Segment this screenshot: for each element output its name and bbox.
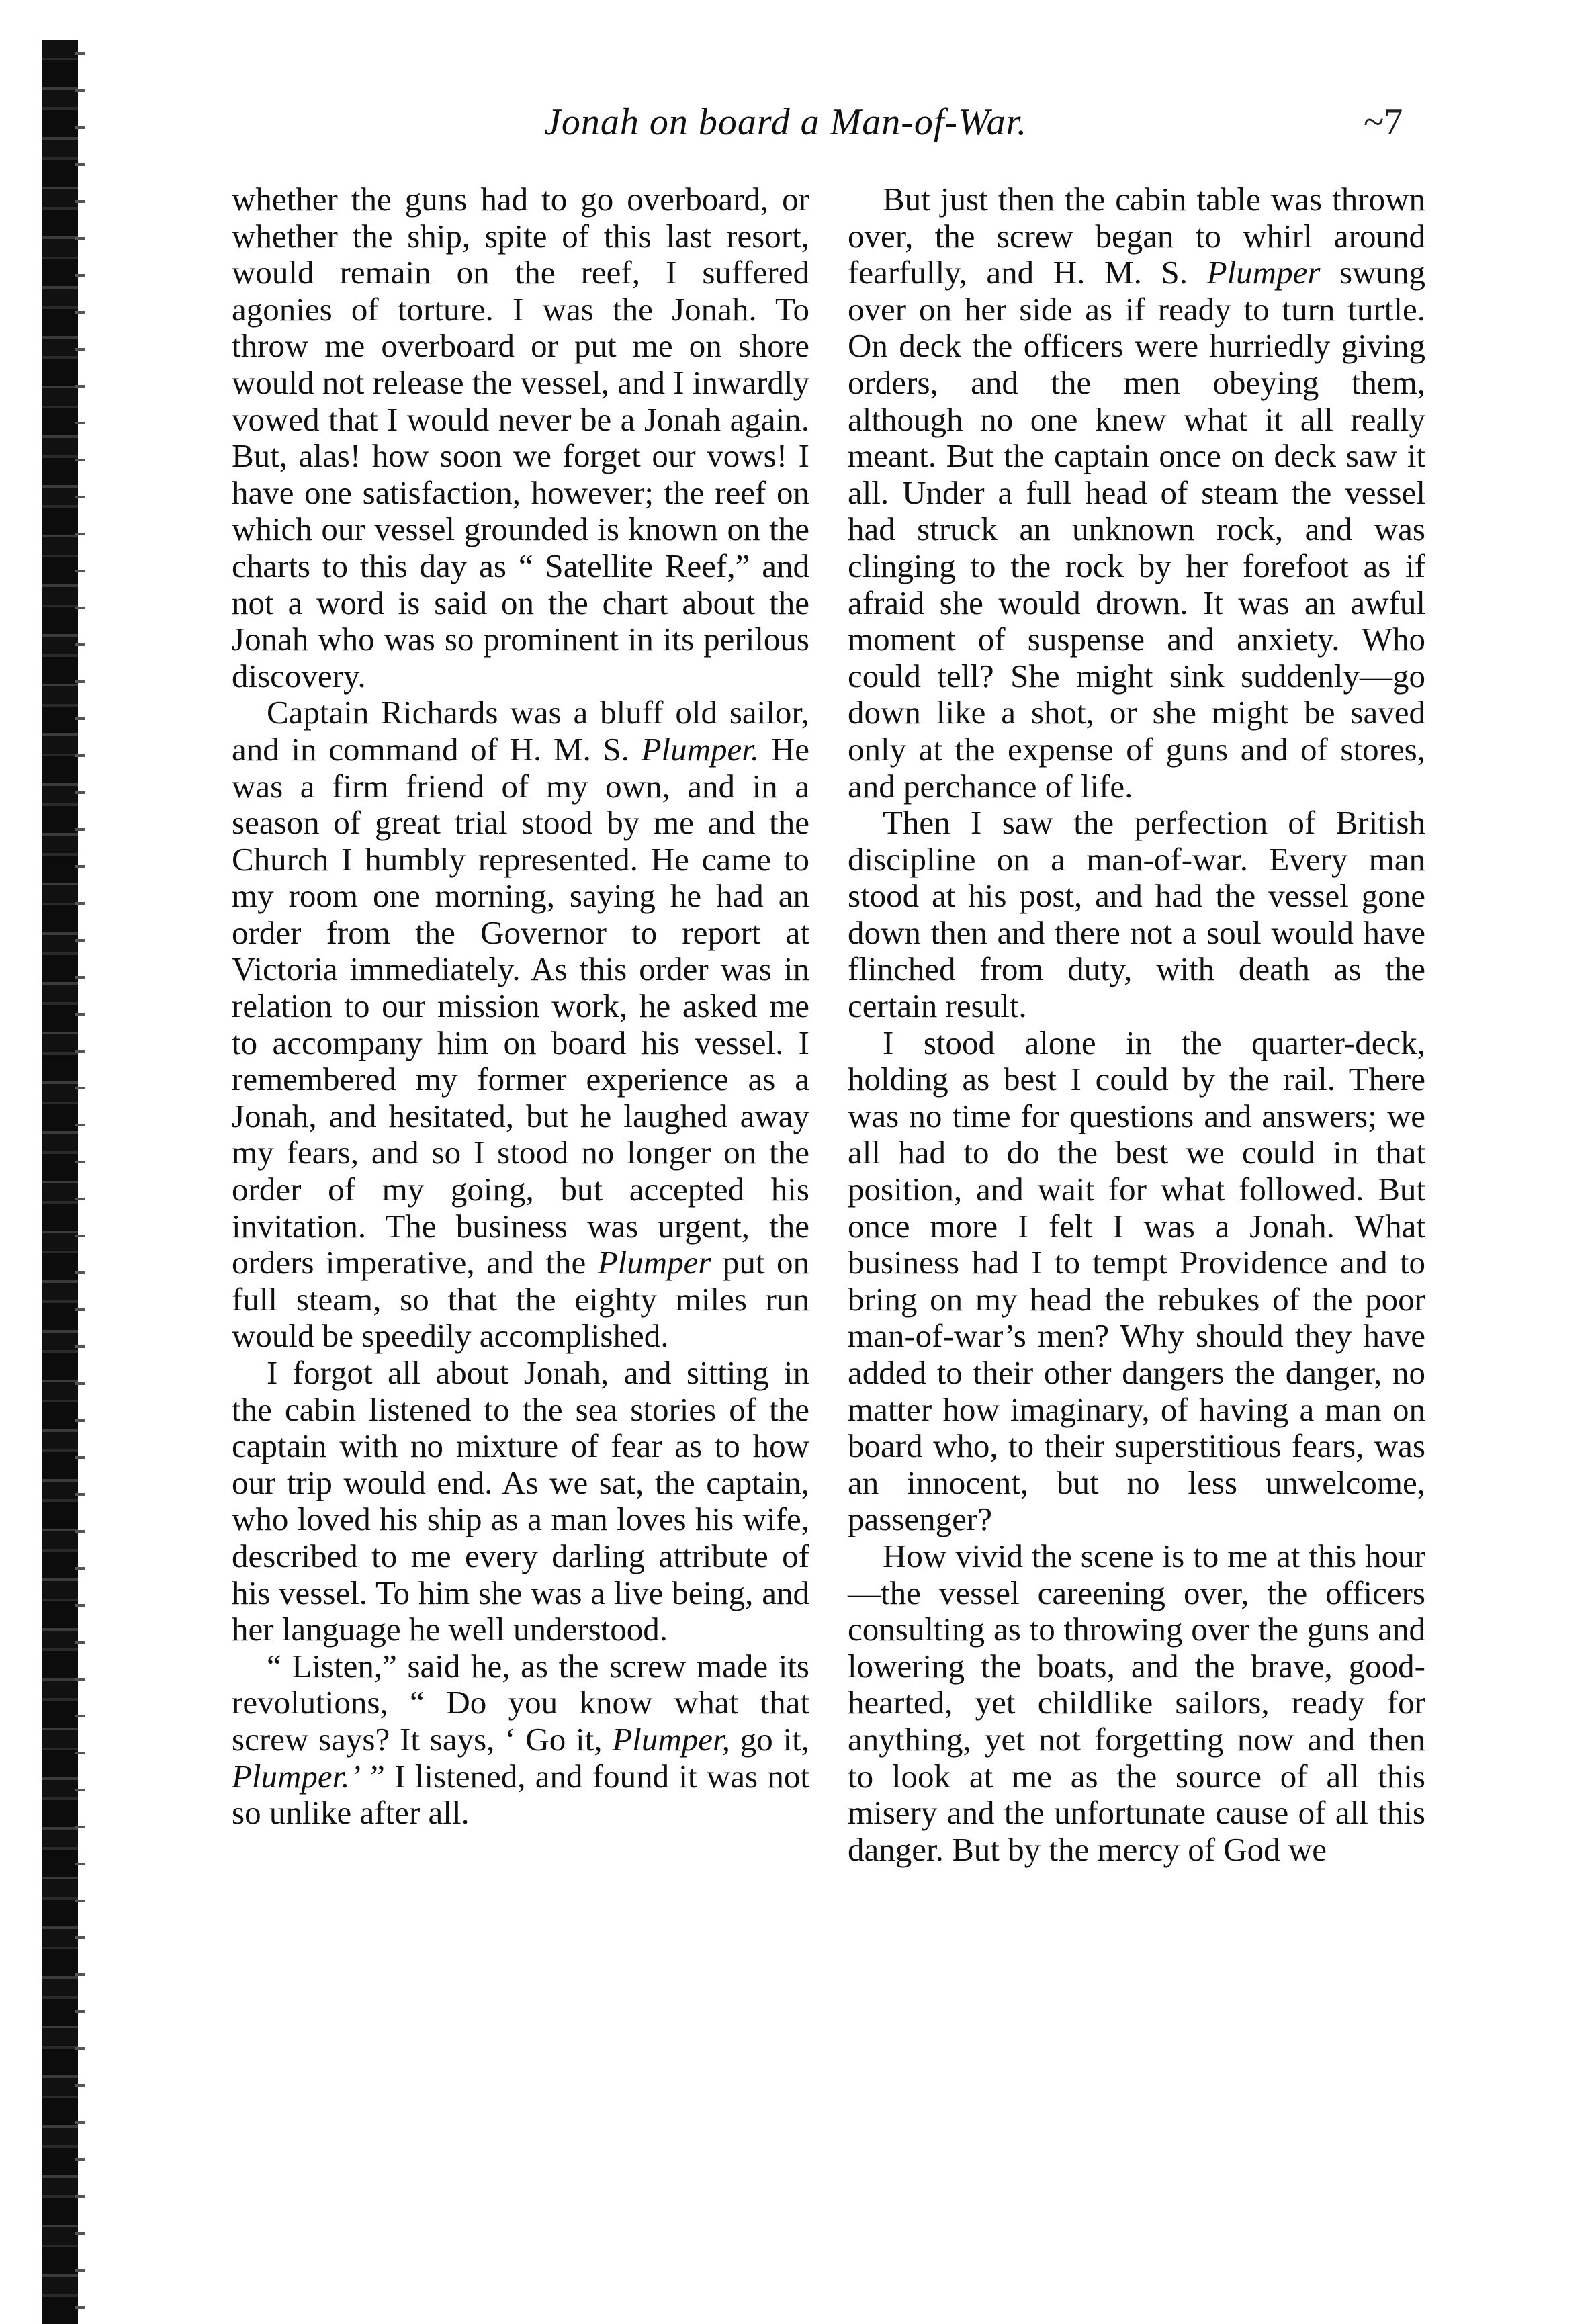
text-run: put on full steam, so that the eighty miles run would be speedily accomplished. (232, 1244, 809, 1355)
ship-name: Plumper.’ (232, 1757, 361, 1795)
paragraph (232, 695, 809, 1355)
paragraph (232, 1648, 809, 1832)
paragraph: How vivid the scene is to me at this hour—the vessel careening over, the officers consulting as to throwing over the guns and lowering the boats, and the brave, good-hearted, yet childlike sailors, ready for anything, yet not forgetting now and then to look at me as the source of all this misery and the unfortunate cause of all this danger. But by the mercy of God we (848, 1537, 1425, 1868)
paragraph: I stood alone in the quarter-deck, holding as best I could by the rail. There was no time for questions and answers; we all had to do the best we could in that position, and wait for what followed. But once more I felt I was a Jonah. What business had I to tempt Providence and to bring on my head the rebukes of the poor man-of-war’s men? Why should they have added to their other dangers the danger, no matter how imaginary, of having a man on board who, to their superstitious fears, was an innocent, but no less unwelcome, passenger? (848, 1024, 1425, 1538)
text-run: ” I listened, and found it was not so unlike after all. (232, 1757, 809, 1832)
paragraph: I forgot all about Jonah, and sitting in the cabin listened to the sea stories of the captain with no mixture of fear as to how our trip would end. As we sat, the captain, who loved his ship as a man loves his wife, described to me every darling attribute of his vessel. To him she was a live being, and her language he well understood. (232, 1354, 809, 1648)
text-run: go it, (729, 1720, 810, 1758)
text-run: But just then the cabin table was thrown over, the screw began to whirl around fearfully, and H. M. S. (848, 181, 1425, 292)
ship-name: Plumper. (641, 730, 760, 768)
paragraph (848, 181, 1425, 805)
ship-name: Plumper, (612, 1720, 730, 1758)
text-run: “ Listen,” said he, as the screw made its revolutions, “ Do you know what that screw says? It says, ‘ Go it, (232, 1647, 809, 1758)
text-run: He was a firm friend of my own, and in a season of great trial stood by me and the Church I humbly represented. He came to my room one morning, saying he had an order from the Governor to report at Victoria immediately. As this order was in relation to our mission work, he asked me to accompany him on board his vessel. I remembered my former experience as a Jonah, and hesitated, but he laughed away my fears, and so I stood no longer on the order of my going, but accepted his invitation. The business was urgent, the orders imperative, and the (232, 730, 809, 1282)
binding-edge (42, 40, 78, 2324)
right-column (848, 181, 1425, 1868)
running-title: Jonah on board a Man-of-War. (544, 101, 1028, 143)
left-column (232, 181, 809, 1832)
text-run: Captain Richards was a bluff old sailor, and in command of H. M. S. (232, 694, 809, 768)
binding-fray (75, 40, 85, 2324)
page-number: ~7 (1364, 101, 1403, 143)
paragraph: whether the guns had to go overboard, or whether the ship, spite of this last resort, would remain on the reef, I suffered agonies of torture. I was the Jonah. To throw me overboard or put me on shore would not release the vessel, and I inwardly vowed that I would never be a Jonah again. But, alas! how soon we forget our vows! I have one satisfaction, however; the reef on which our vessel grounded is known on the charts to this day as “ Satellite Reef,” and not a word is said on the chart about the Jonah who was so prominent in its perilous discovery. (232, 181, 809, 695)
ship-name: Plumper (597, 1244, 711, 1282)
text-run: swung over on her side as if ready to turn turtle. On deck the officers were hurriedly giving orders, and the men obeying them, although no one knew what it all really meant. But the captain once on deck saw it all. Under a full head of steam the vessel had struck an unknown rock, and was clinging to the rock by her forefoot as if afraid she would drown. It was an awful moment of suspense and anxiety. Who could tell? She might sink suddenly—go down like a shot, or she might be saved only at the expense of guns and of stores, and perchance of life. (848, 254, 1425, 805)
page-header (0, 101, 1592, 161)
ship-name: Plumper (1206, 254, 1321, 292)
paragraph: Then I saw the perfection of British discipline on a man-of-war. Every man stood at his post, and had the vessel gone down then and there not a soul would have flinched from duty, with death as the certain result. (848, 804, 1425, 1025)
